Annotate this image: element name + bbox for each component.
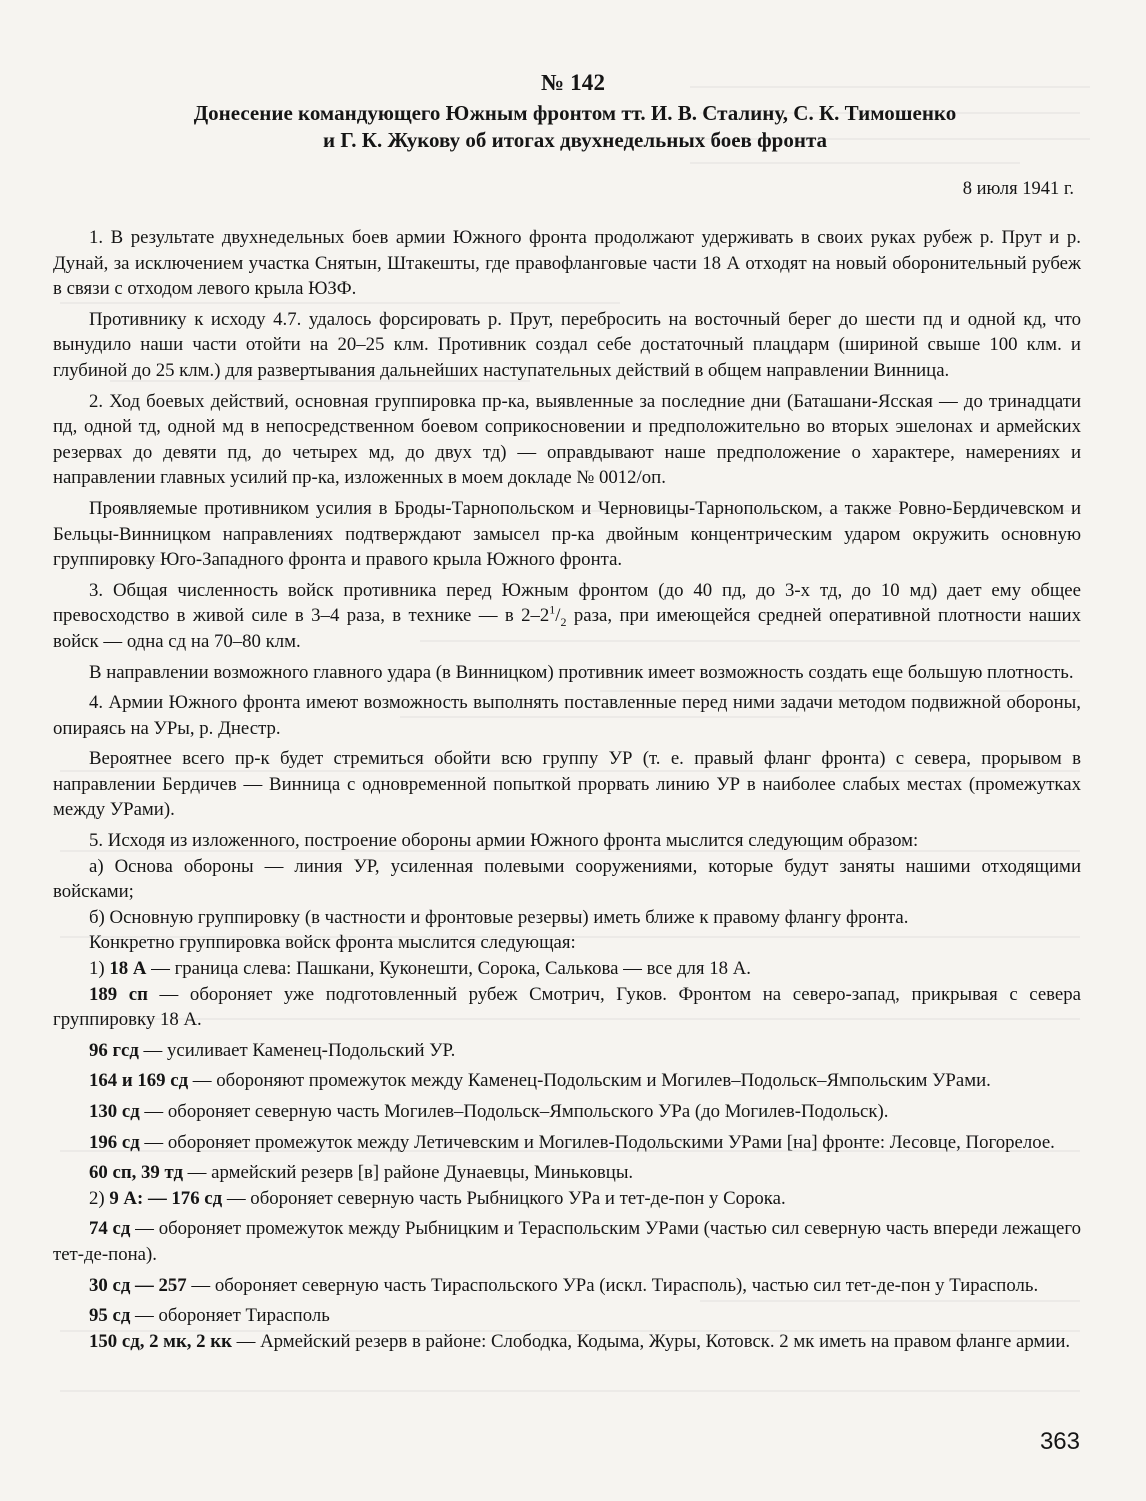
unit-60sp-39td: 60 сп, 39 тд <box>89 1162 183 1184</box>
paragraph-10: а) Основа обороны — линия УР, усиленная полевыми сооружениями, которые будут заняты нашими отходящими войсками; <box>53 855 1081 903</box>
fraction-denominator: 2 <box>560 615 567 630</box>
unit-196sd-text: — обороняет промежуток между Летичевским и Могилев-Подольскими УРами [на] фронте: Лесовце, Погорелое. <box>139 1131 1055 1153</box>
document-number: № 142 <box>540 70 606 95</box>
unit-189sp-text: — обороняет уже подготовленный рубеж Смотрич, Гуков. Фронтом на северо-запад, прикрывая с севера группировку 18 А. <box>53 983 1081 1031</box>
paragraph-3: 2. Ход боевых действий, основная группировка пр-ка, выявленные за последние дни (Баташани-Ясская — до тринадцати пд, одной тд, одной мд в непосредственном боевом соприкосновении и предположительно во вторых эшелонах и армейских резервах до девяти пд, до четырех мд, до двух тд) — оправдывают наше предположение о характере, намерениях и направлении главных усилий пр-ка, изложенных в моем докладе № 0012/оп. <box>53 390 1081 489</box>
title-line-2: и Г. К. Жукову об итогах двухнедельных боев фронта <box>322 128 828 152</box>
document-date: 8 июля 1941 г. <box>962 179 1074 199</box>
unit-95sd-text: — обороняет Тирасполь <box>130 1305 330 1327</box>
paragraph-4: Проявляемые противником усилия в Броды-Тарнопольском и Черновицы-Тарнопольском, а также Ровно-Бердичевском и Бельцы-Винницком направлениях подтверждают замысел пр-ка двойным концентрическим ударом окружить основную группировку Юго-Западного фронта и правого крыла Южного фронта. <box>53 497 1081 571</box>
unit-18a: 18 А <box>109 958 147 980</box>
paragraph-2: Противнику к исходу 4.7. удалось форсировать р. Прут, перебросить на восточный берег до шести пд и одной кд, что вынудило наши части отойти на 20–25 клм. Противник создал себе достаточный плацдарм (шириной свыше 100 клм. и глубиной до 25 клм.) для развертывания дальнейших наступательных действий в общем направлении Винница. <box>53 308 1081 381</box>
unit-130sd: 130 сд <box>89 1101 140 1122</box>
paragraph-7: 4. Армии Южного фронта имеют возможность выполнять поставленные перед ними задачи методом подвижной обороны, опираясь на УРы, р. Днестр. <box>53 692 1081 739</box>
paragraph-15 <box>53 1038 1081 1064</box>
unit-96gsd-text: — усиливает Каменец-Подольский УР. <box>138 1039 456 1061</box>
paragraph-22 <box>53 1273 1081 1299</box>
unit-189sp: 189 сп <box>89 983 148 1005</box>
paragraph-17 <box>53 1099 1081 1125</box>
document-title <box>110 100 1040 154</box>
unit-9a-176sd-text: — обороняет северную часть Рыбницкого УРа и тет-де-пон у Сорока. <box>222 1187 786 1209</box>
paragraph-5-start: 3. Общая численность войск противника перед Южным фронтом (до 40 пд, до 3-х тд, до 10 мд) дает ему общее превосходство в живой силе в 3–4 раза, в технике — в 2–2 <box>53 579 1081 627</box>
paragraph-1: 1. В результате двухнедельных боев армии Южного фронта продолжают удерживать в своих руках рубеж р. Прут и р. Дунай, за исключением участка Снятын, Штакешты, где правофланговые части 18 А отходят на новый оборонительный рубеж в связи с отходом левого крыла ЮЗФ. <box>53 227 1081 300</box>
paragraph-13 <box>53 956 1081 982</box>
paragraph-6: В направлении возможного главного удара (в Винницком) противник имеет возможность создать еще большую плотность. <box>89 661 1074 683</box>
unit-96gsd: 96 гсд <box>89 1039 139 1061</box>
paragraph-14 <box>53 982 1081 1033</box>
unit-30sd-257-text: — обороняет северную часть Тираспольского УРа (искл. Тирасполь), частью сил тет-де-пон у Тирасполь. <box>186 1274 1039 1296</box>
list-marker-1: 1) <box>89 958 110 980</box>
unit-150sd-2mk-2kk: 150 сд, 2 мк, 2 кк <box>89 1330 232 1352</box>
unit-95sd: 95 сд <box>89 1305 131 1327</box>
unit-130sd-text: — обороняет северную часть Могилев–Подольск–Ямпольского УРа (до Могилев-Подольск). <box>139 1101 889 1122</box>
unit-164-169sd-text: — обороняют промежуток между Каменец-Подольским и Могилев–Подольск–Ямпольским УРами. <box>188 1070 991 1092</box>
paragraph-11: б) Основную группировку (в частности и фронтовые резервы) иметь ближе к правому флангу фронта. <box>89 906 909 928</box>
unit-60sp-39td-text: — армейский резерв [в] районе Дунаевцы, Миньковцы. <box>182 1162 634 1184</box>
paragraph-5-end: раза, при имеющейся средней оперативной плотности наших войск — одна сд на 70–80 клм. <box>53 605 1081 652</box>
unit-18a-text: — граница слева: Пашкани, Куконешти, Сорока, Салькова — все для 18 А. <box>146 958 751 980</box>
fraction-half: $^1/_2$ <box>549 603 567 630</box>
title-line-1: Донесение командующего Южным фронтом тт. И. В. Сталину, С. К. Тимошенко <box>193 101 957 125</box>
list-marker-2: 2) <box>89 1187 110 1209</box>
unit-150sd-2mk-2kk-text: — Армейский резерв в районе: Слободка, Кодыма, Журы, Котовск. 2 мк иметь на правом фланге армии. <box>231 1330 1071 1352</box>
paragraph-19 <box>53 1160 1081 1186</box>
document-body <box>53 225 1081 1359</box>
paragraph-24 <box>53 1329 1081 1355</box>
paragraph-16 <box>53 1068 1081 1094</box>
page-number: 363 <box>1039 1428 1080 1455</box>
unit-9a-176sd: 9 А: — 176 сд <box>109 1187 223 1209</box>
unit-164-169sd: 164 и 169 сд <box>89 1070 189 1092</box>
unit-30sd-257: 30 сд — 257 <box>89 1274 187 1296</box>
paragraph-9: 5. Исходя из изложенного, построение обороны армии Южного фронта мыслится следующим образом: <box>89 830 919 852</box>
paragraph-23 <box>53 1303 1081 1329</box>
paragraph-5 <box>53 578 1081 655</box>
paragraph-12: Конкретно группировка войск фронта мыслится следующая: <box>89 932 576 954</box>
paragraph-21 <box>53 1216 1081 1267</box>
paragraph-18 <box>53 1130 1081 1156</box>
paragraph-8: Вероятнее всего пр-к будет стремиться обойти всю группу УР (т. е. правый фланг фронта) с севера, прорывом в направлении Бердичев — Винница с одновременной попыткой прорвать линию УР в наиболее слабых местах (промежутках между УРами). <box>53 748 1081 821</box>
paragraph-20 <box>53 1186 1081 1212</box>
unit-196sd: 196 сд <box>89 1131 140 1153</box>
unit-74sd-text: — обороняет промежуток между Рыбницким и Тераспольским УРами (частью сил северную часть впереди лежащего тет-де-пона). <box>53 1218 1081 1265</box>
fraction-numerator: 1 <box>549 603 556 618</box>
unit-74sd: 74 сд <box>89 1218 131 1240</box>
